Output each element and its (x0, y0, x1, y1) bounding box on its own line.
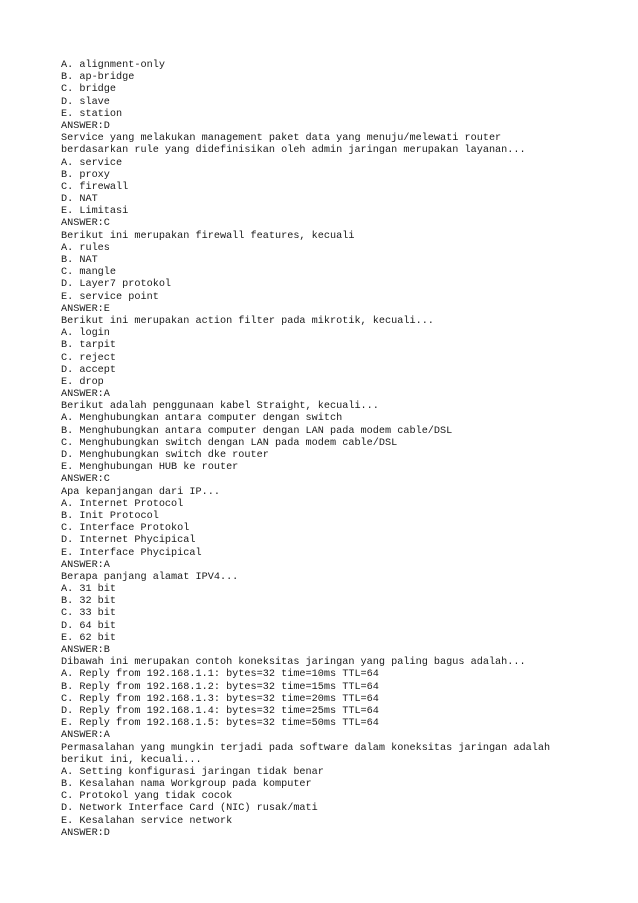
text-line: Dibawah ini merupakan contoh koneksitas jaringan yang paling bagus adalah... (61, 657, 526, 669)
text-line: C. Menghubungkan switch dengan LAN pada modem cable/DSL (61, 437, 398, 449)
text-line: E. Limitasi (61, 206, 129, 218)
text-line: B. tarpit (61, 340, 117, 352)
text-line: D. accept (61, 364, 117, 376)
text-line: ANSWER:D (61, 120, 110, 132)
text-line: Berikut adalah penggunaan kabel Straight, kecuali... (61, 401, 379, 413)
text-line: B. Kesalahan nama Workgroup pada komputer (61, 779, 312, 791)
text-line: D. Menghubungkan switch dke router (61, 450, 269, 461)
text-line: Berikut ini merupakan action filter pada mikrotik, kecuali... (61, 315, 434, 327)
text-line: E. 62 bit (61, 632, 117, 644)
text-line: C. mangle (61, 267, 117, 279)
text-line: ANSWER:C (61, 474, 110, 486)
text-line: Permasalahan yang mungkin terjadi pada software dalam koneksitas jaringan adalah (61, 742, 551, 754)
text-line: A. Reply from 192.168.1.1: bytes=32 time=10ms TTL=64 (61, 669, 379, 681)
text-line: ANSWER:A (61, 730, 110, 742)
text-line: D. Internet Phycipical (61, 535, 196, 547)
text-line: E. Kesalahan service network (61, 815, 233, 827)
text-line: C. firewall (61, 181, 129, 193)
text-line: C. Protokol yang tidak cocok (61, 791, 233, 803)
text-line: B. NAT (61, 255, 98, 266)
text-line: Apa kepanjangan dari IP... (61, 486, 220, 498)
text-line: E. station (61, 108, 123, 120)
text-line: C. reject (61, 352, 117, 364)
text-line: D. Network Interface Card (NIC) rusak/mati (61, 803, 318, 815)
text-line: E. Interface Phycipical (61, 547, 202, 559)
text-line: A. Menghubungkan antara computer dengan switch (61, 413, 343, 425)
text-line: ANSWER:E (61, 303, 110, 315)
text-line: D. slave (61, 96, 110, 108)
text-line: C. bridge (61, 84, 117, 96)
text-line: ANSWER:A (61, 389, 110, 401)
text-line: A. alignment-only (61, 60, 165, 71)
text-line: B. Reply from 192.168.1.2: bytes=32 time=15ms TTL=64 (61, 681, 379, 693)
text-line: E. drop (61, 376, 104, 388)
text-line: B. Menghubungkan antara computer dengan LAN pada modem cable/DSL (61, 425, 453, 437)
text-line: A. service (61, 157, 123, 169)
text-line: E. Menghubungan HUB ke router (61, 462, 239, 474)
document-text (61, 60, 621, 840)
text-line: D. Reply from 192.168.1.4: bytes=32 time=25ms TTL=64 (61, 705, 379, 717)
text-line: A. 31 bit (61, 584, 117, 596)
text-line: B. Init Protocol (61, 510, 159, 522)
text-line: A. rules (61, 242, 110, 254)
text-line: B. proxy (61, 169, 110, 181)
text-line: A. Setting konfigurasi jaringan tidak benar (61, 766, 324, 778)
text-line: A. Internet Protocol (61, 498, 184, 510)
text-line: B. ap-bridge (61, 72, 135, 84)
text-line: berikut ini, kecuali... (61, 754, 202, 766)
text-line: A. login (61, 328, 110, 340)
text-line: D. NAT (61, 194, 98, 206)
text-line: E. Reply from 192.168.1.5: bytes=32 time=50ms TTL=64 (61, 718, 379, 730)
text-line: Service yang melakukan management paket data yang menuju/melewati router (61, 133, 502, 145)
text-line: ANSWER:B (61, 645, 110, 656)
text-line: B. 32 bit (61, 596, 117, 608)
text-line: C. 33 bit (61, 608, 117, 620)
text-line: ANSWER:C (61, 218, 110, 230)
text-line: E. service point (61, 291, 159, 303)
text-line: C. Interface Protokol (61, 523, 190, 535)
text-line: C. Reply from 192.168.1.3: bytes=32 time=20ms TTL=64 (61, 693, 379, 705)
text-line: D. 64 bit (61, 620, 117, 632)
text-line: D. Layer7 protokol (61, 279, 172, 291)
text-line: ANSWER:D (61, 827, 110, 839)
text-line: berdasarkan rule yang didefinisikan oleh admin jaringan merupakan layanan... (61, 145, 526, 157)
text-line: Berikut ini merupakan firewall features, kecuali (61, 230, 355, 242)
text-line: Berapa panjang alamat IPV4... (61, 571, 239, 583)
text-line: ANSWER:A (61, 559, 110, 571)
